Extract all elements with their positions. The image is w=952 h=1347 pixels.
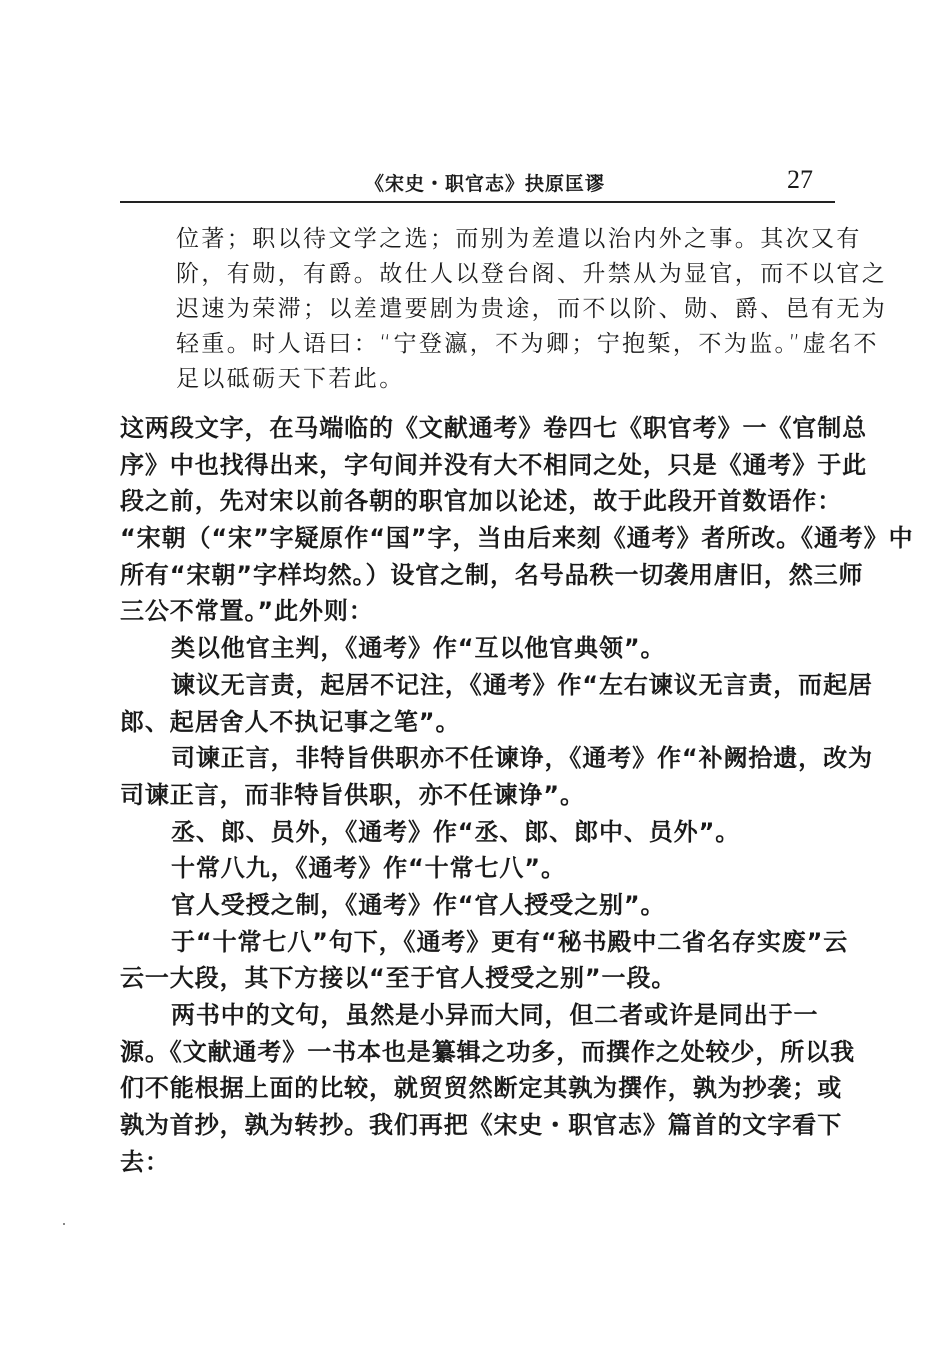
body-line: 于“十常七八”句下，《通考》更有“秘书殿中二省名存实废”云: [171, 927, 849, 956]
body-text: [120, 410, 914, 1180]
body-line: 去：: [120, 1147, 170, 1176]
body-line: 谏议无言责，起居不记注，《通考》作“左右谏议无言责，而起居: [171, 670, 873, 699]
scan-speck: [63, 1223, 65, 1225]
page-number: 27: [787, 165, 813, 194]
body-line: 类以他官主判，《通考》作“互以他官典领”。: [171, 634, 666, 663]
quote-line: 迟速为荣滞；以差遣要剧为贵途，而不以阶、勋、爵、邑有无为: [176, 296, 888, 322]
running-header: [120, 165, 835, 203]
body-line: 段之前，先对宋以前各朝的职官加以论述，故于此段开首数语作：: [120, 487, 843, 516]
block-quote: [176, 222, 888, 397]
quote-line: 足以砥砺天下若此。: [176, 366, 405, 392]
body-line: 源。《文献通考》一书本也是纂辑之功多，而撰作之处较少，所以我: [120, 1037, 855, 1066]
body-line: 丞、郎、员外，《通考》作“丞、郎、郎中、员外”。: [171, 817, 741, 846]
body-line: 司谏正言，而非特旨供职，亦不任谏诤”。: [120, 780, 585, 809]
body-line: 两书中的文句，虽然是小异而大同，但二者或许是同出于一: [171, 1001, 819, 1029]
body-line: 三公不常置。”此外则：: [120, 597, 374, 626]
quote-line: 轻重。时人语曰：“宁登瀛，不为卿；宁抱椠，不为监。”虚名不: [176, 331, 879, 357]
quote-line: 位著；职以待文学之选；而别为差遣以治内外之事。其次又有: [176, 226, 862, 252]
running-title: 《宋史・职官志》抉原匡谬: [365, 173, 606, 195]
body-line: 这两段文字，在马端临的《文献通考》卷四七《职官考》一《官制总: [120, 414, 867, 442]
body-line: 十常八九，《通考》作“十常七八”。: [171, 854, 566, 883]
body-line: 云一大段，其下方接以“至于官人授受之别”一段。: [120, 964, 677, 993]
body-line: 所有“宋朝”字样均然。）设官之制，名号品秩一切袭用唐旧，然三师: [120, 560, 864, 589]
quote-line: 阶，有勋，有爵。故仕人以登台阁、升禁从为显官，而不以官之: [176, 261, 888, 287]
body-line: 官人受授之制，《通考》作“官人授受之别”。: [171, 890, 666, 919]
body-line: 郎、起居舍人不执记事之笔”。: [120, 707, 461, 736]
body-line: 们不能根据上面的比较，就贸贸然断定其孰为撰作，孰为抄袭；或: [120, 1074, 843, 1103]
body-line: 序》中也找得出来，字句间并没有大不相同之处，只是《通考》于此: [120, 450, 867, 479]
body-line: 孰为首抄，孰为转抄。我们再把《宋史・职官志》篇首的文字看下: [120, 1111, 843, 1140]
body-line: 司谏正言，非特旨供职亦不任谏诤，《通考》作“补阙拾遗，改为: [171, 744, 873, 773]
body-line: “宋朝（“宋”字疑原作“国”字，当由后来刻《通考》者所改。《通考》中: [120, 524, 914, 553]
